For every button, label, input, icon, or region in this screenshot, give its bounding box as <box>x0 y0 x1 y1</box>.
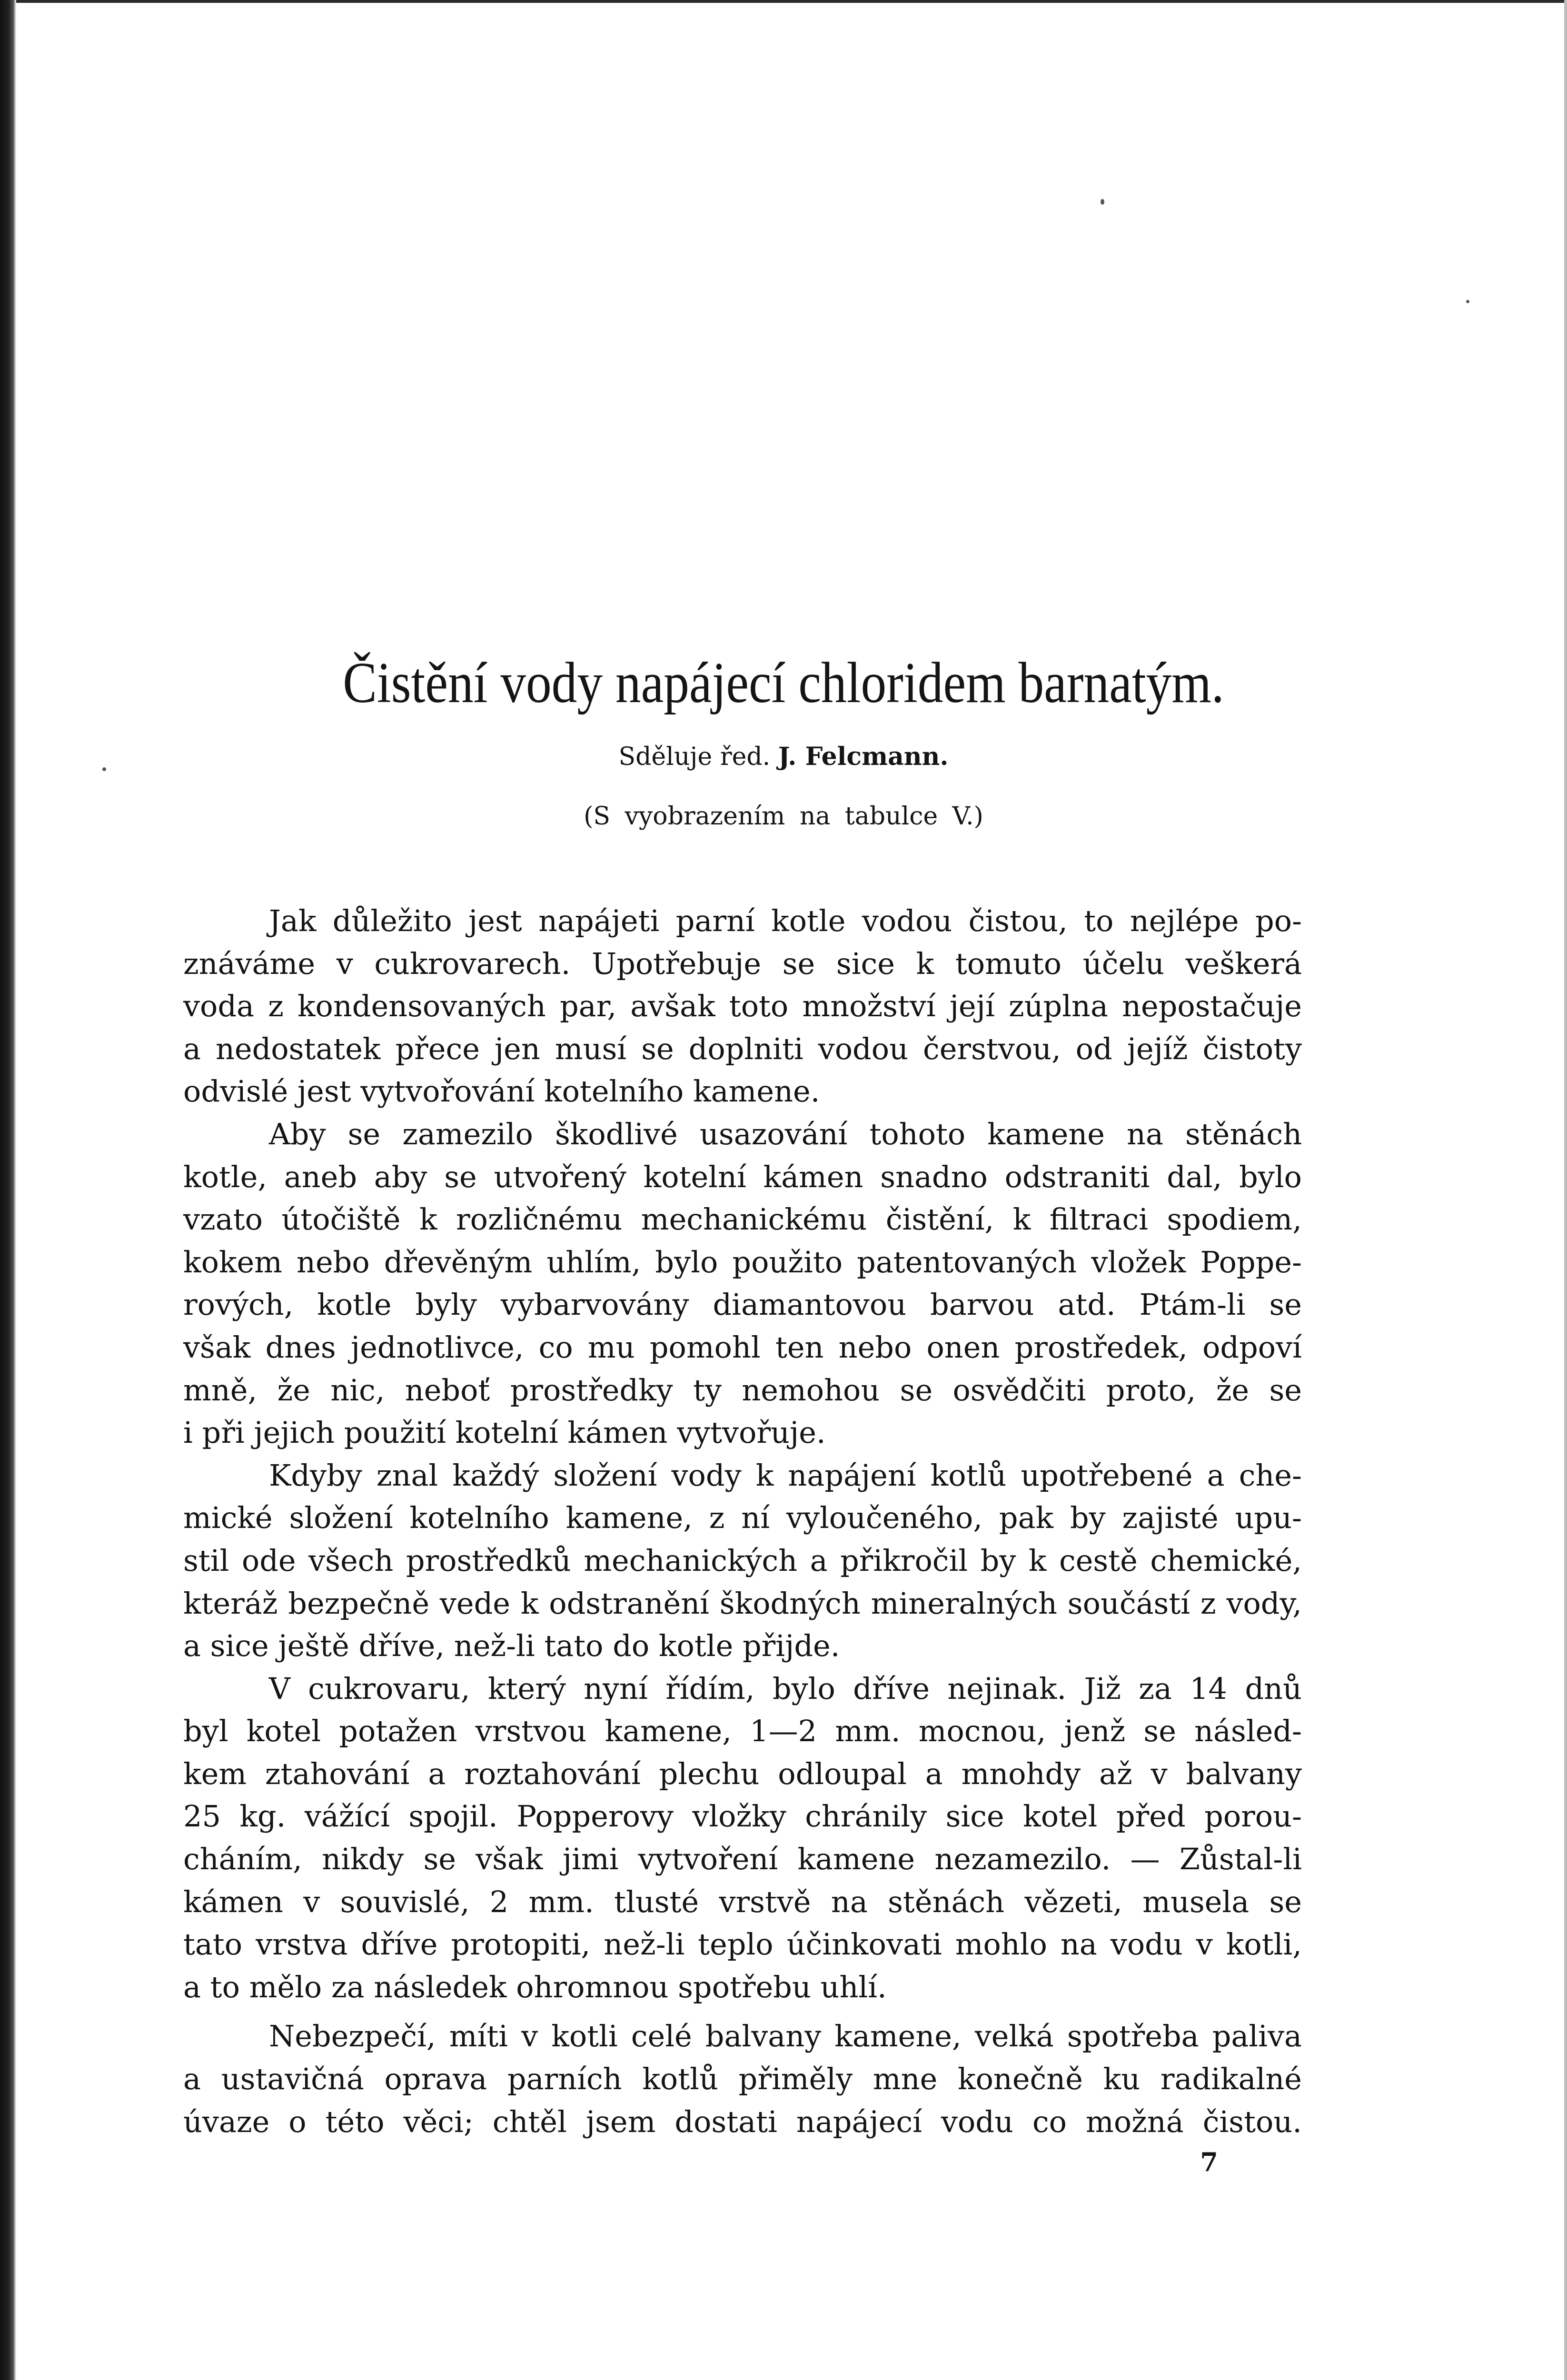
page-right-edge <box>1564 0 1567 2380</box>
body-line: však dnes jednotlivce, co mu pomohl ten nebo onen prostředek, odpoví <box>183 1329 1302 1365</box>
body-line: úvaze o této věci; chtěl jsem dostati napájecí vodu co možná čistou. <box>183 2104 1302 2139</box>
body-line: kteráž bezpečně vede k odstranění škodných mineralných součástí z vody, <box>183 1586 1302 1621</box>
byline <box>0 740 1567 774</box>
body-line: V cukrovaru, který nyní řídím, bylo dříve nejinak. Již za 14 dnů <box>269 1671 1302 1706</box>
body-line: a ustavičná oprava parních kotlů přiměly mne konečně ku radikalné <box>183 2062 1302 2097</box>
page-top-edge <box>16 0 1567 3</box>
body-line: Nebezpečí, míti v kotli celé balvany kamene, velká spotřeba paliva <box>269 2019 1302 2054</box>
body-line: voda z kondensovaných par, avšak toto množství její zúplna nepostačuje <box>183 989 1302 1024</box>
byline-author: J. Felcmann. <box>778 742 949 771</box>
body-line: mické složení kotelního kamene, z ní vyloučeného, pak by zajisté upu- <box>183 1500 1302 1536</box>
body-line: i při jejich použití kotelní kámen vytvořuje. <box>183 1415 826 1450</box>
scan-speck <box>1101 199 1104 205</box>
body-line: 25 kg. vážící spojil. Popperovy vložky chránily sice kotel před porou- <box>183 1799 1302 1834</box>
article-title: Čistění vody napájecí chloridem barnatým. <box>343 651 1224 715</box>
body-line: mně, že nic, neboť prostředky ty nemohou se osvědčiti proto, že se <box>183 1372 1302 1408</box>
body-line: kokem nebo dřevěným uhlím, bylo použito patentovaných vložek Poppe- <box>183 1244 1302 1279</box>
body-line: Aby se zamezilo škodlivé usazování tohoto kamene na stěnách <box>269 1116 1302 1151</box>
body-line: rových, kotle byly vybarvovány diamantovou barvou atd. Ptám-li se <box>183 1287 1302 1322</box>
body-line: kem ztahování a roztahování plechu odloupal a mnohdy až v balvany <box>183 1756 1302 1791</box>
page-number: 7 <box>1200 2147 1218 2177</box>
body-line: kotle, aneb aby se utvořený kotelní kámen snadno odstraniti dal, bylo <box>183 1159 1302 1194</box>
body-line: a to mělo za následek ohromnou spotřebu uhlí. <box>183 1969 887 2004</box>
byline-prefix: Sděluje řed. <box>618 743 771 771</box>
body-line: a nedostatek přece jen musí se doplniti vodou čerstvou, od jejíž čistoty <box>183 1031 1302 1066</box>
body-line: znáváme v cukrovarech. Upotřebuje se sice k tomuto účelu veškerá <box>183 946 1302 981</box>
body-line: byl kotel potažen vrstvou kamene, 1—2 mm. mocnou, jenž se násled- <box>183 1714 1302 1749</box>
body-line: Kdyby znal každý složení vody k napájení kotlů upotřebené a che- <box>269 1458 1302 1493</box>
body-line: vzato útočiště k rozličnému mechanickému čistění, k filtraci spodiem, <box>183 1202 1302 1237</box>
body-line: tato vrstva dříve protopiti, než-li teplo účinkovati mohlo na vodu v kotli, <box>183 1927 1302 1962</box>
body-line: cháním, nikdy se však jimi vytvoření kamene nezamezilo. — Zůstal-li <box>183 1842 1302 1877</box>
body-line: a sice ještě dříve, než-li tato do kotle přijde. <box>183 1628 840 1664</box>
body-line: odvislé jest vytvořování kotelního kamene. <box>183 1074 820 1109</box>
figure-note: (S vyobrazením na tabulce V.) <box>584 802 983 831</box>
page-binding-edge <box>0 0 16 2380</box>
body-line: Jak důležito jest napájeti parní kotle vodou čistou, to nejlépe po- <box>269 903 1302 938</box>
scan-speck <box>1466 300 1469 303</box>
article-body <box>183 900 1302 2143</box>
body-line: stil ode všech prostředků mechanických a přikročil by k cestě chemické, <box>183 1543 1302 1578</box>
body-line: kámen v souvislé, 2 mm. tlusté vrstvě na stěnách vězeti, musela se <box>183 1884 1302 1919</box>
